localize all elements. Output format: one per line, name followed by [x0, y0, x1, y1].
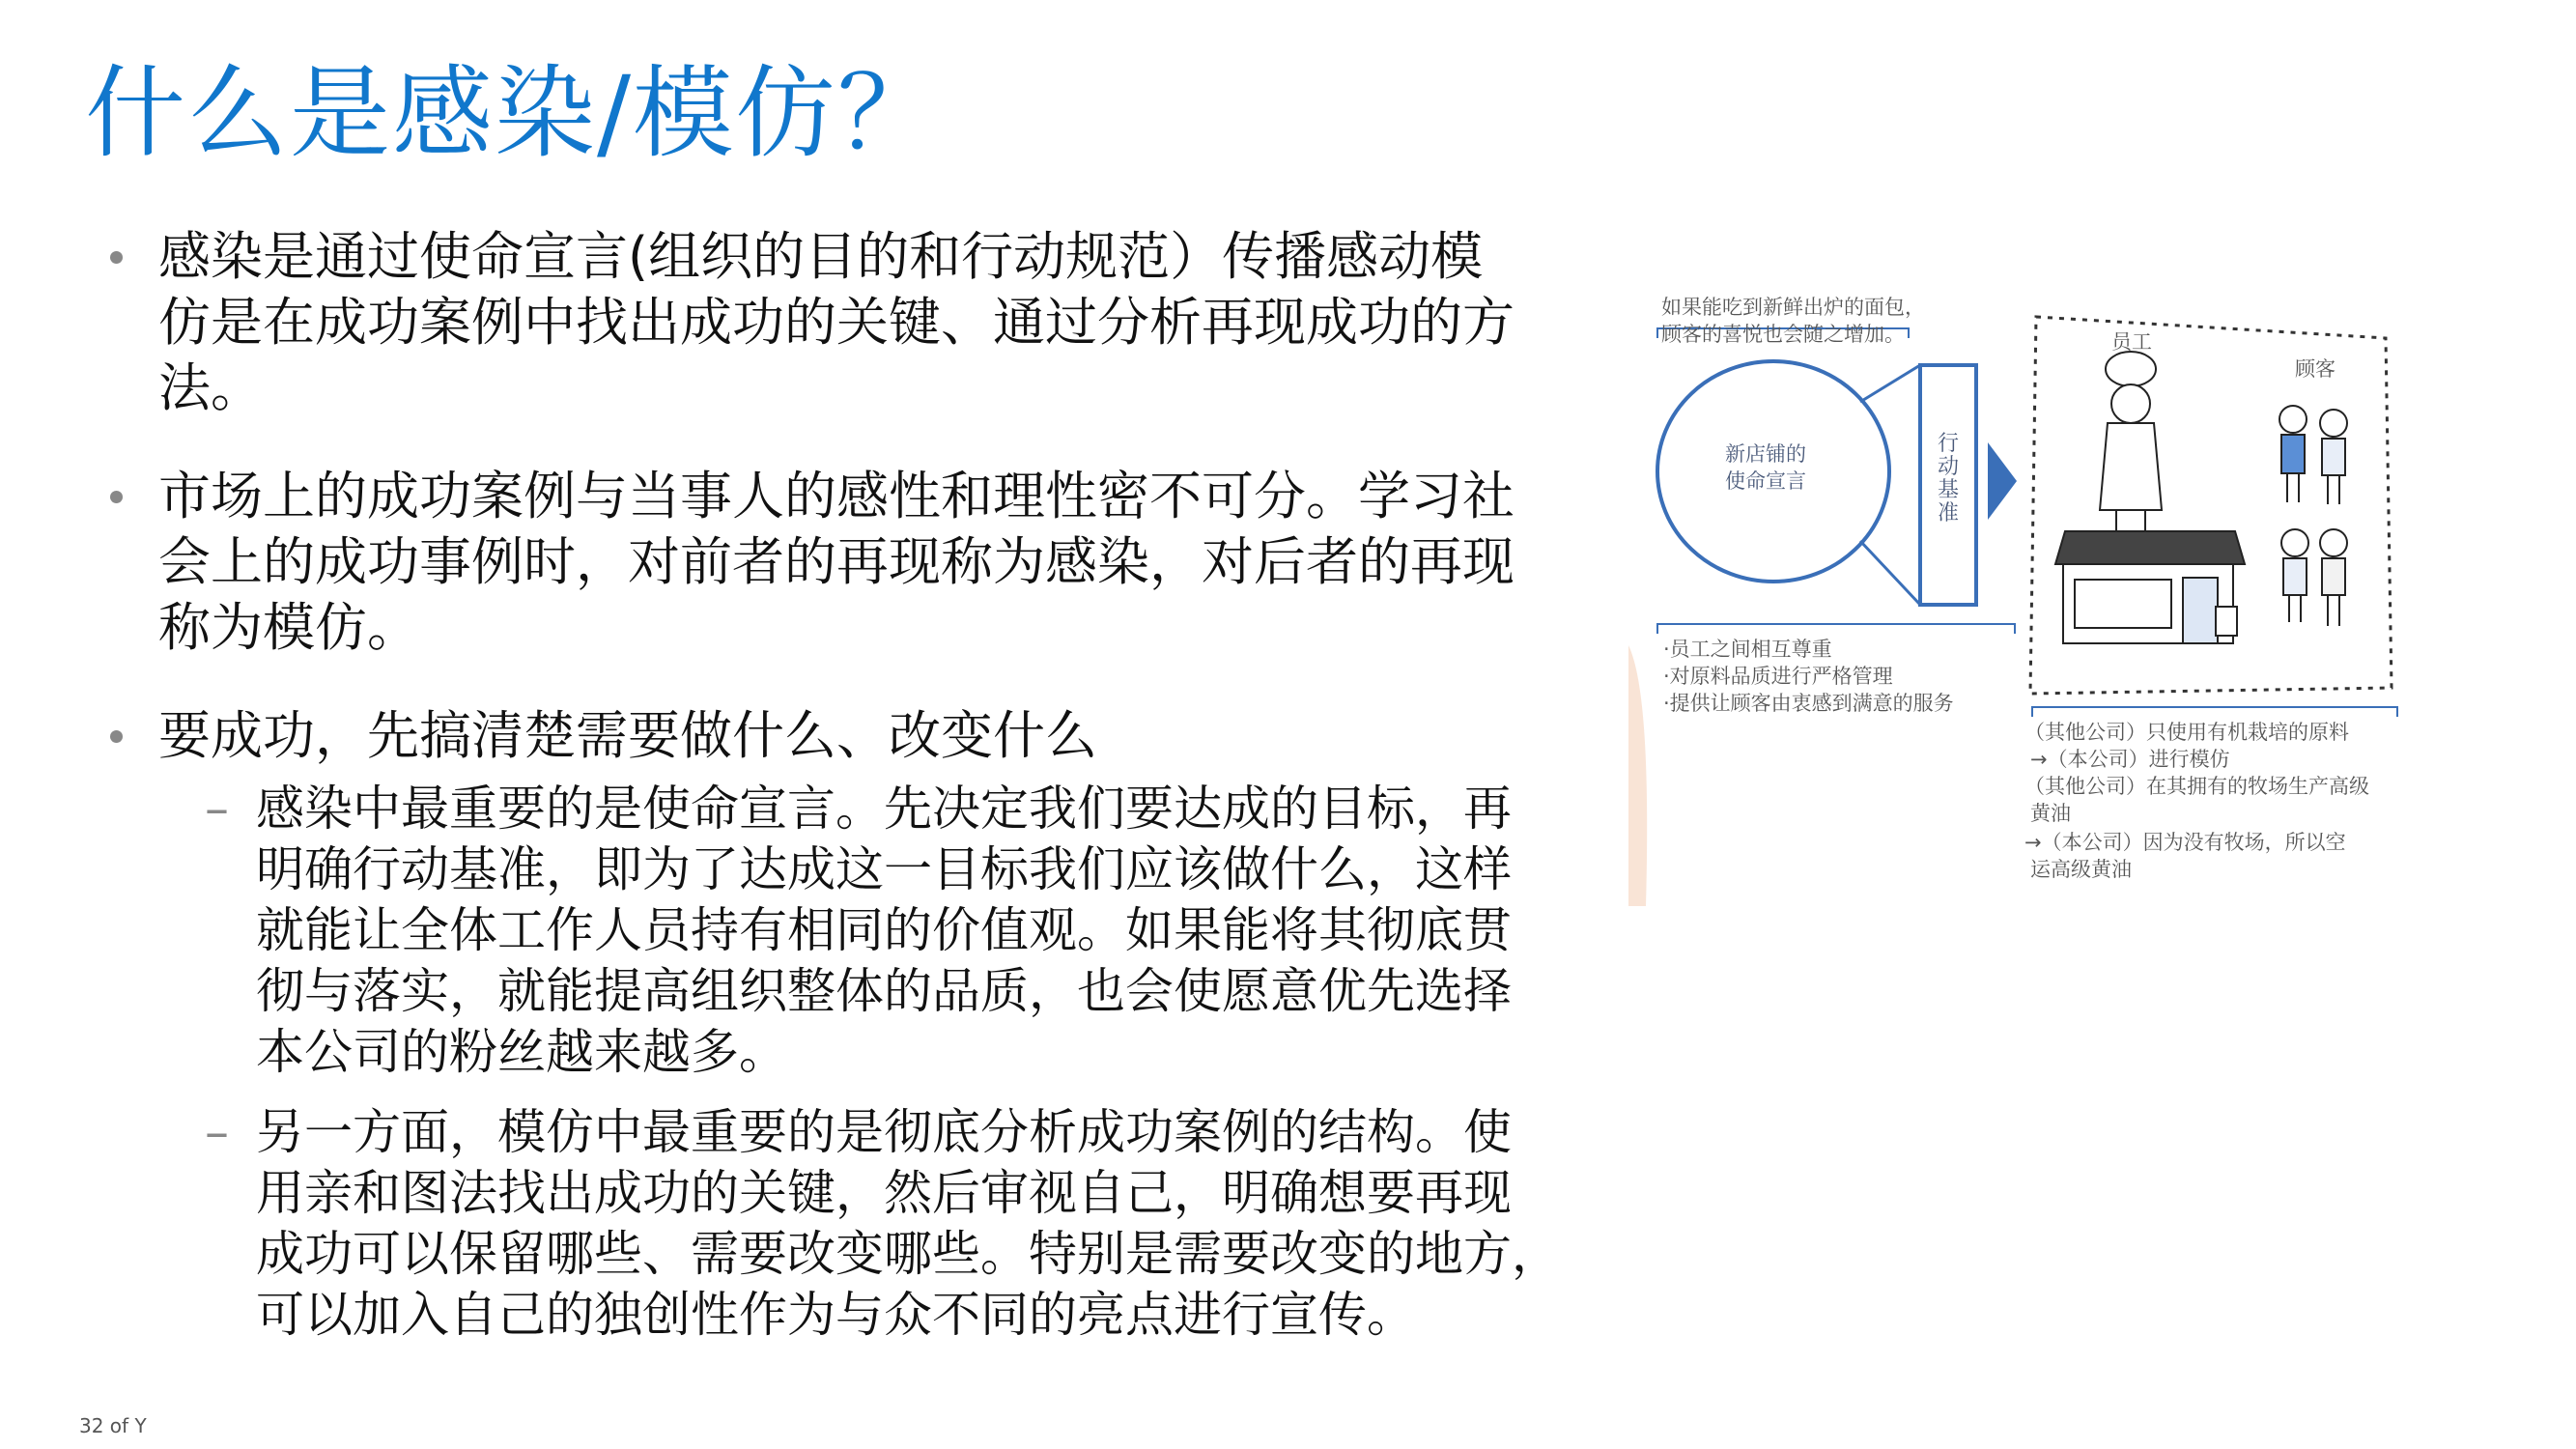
sub-bullet-line: 就能让全体工作人员持有相同的价值观。如果能将其彻底贯 [256, 902, 1512, 958]
illustration-figure [1628, 278, 2417, 908]
circle-label-line: 新店铺的 [1725, 442, 1806, 466]
bullet-item [97, 703, 1603, 1346]
bullet-item [97, 464, 1603, 661]
arrow-right-icon [1988, 442, 2017, 520]
page-title: 什么是感染/模仿？ [85, 54, 941, 172]
shop-building [2055, 531, 2245, 643]
connector-line [1860, 365, 1920, 402]
customer-figures [2279, 406, 2347, 504]
bullet-line: 要成功，先搞清楚需要做什么、改变什么 [158, 705, 1097, 766]
sub-bullet-item [97, 1102, 1603, 1346]
sub-bullet-dash: – [205, 1104, 229, 1160]
sub-bullet-line: 另一方面，模仿中最重要的是彻底分析成功案例的结构。使 [256, 1104, 1512, 1160]
sub-bullet-line: 可以加入自己的独创性作为与众不同的亮点进行宣传。 [256, 1287, 1415, 1343]
bottom-left-line: ·提供让顾客由衷感到满意的服务 [1663, 692, 1954, 715]
bullet-item [97, 224, 1603, 421]
bullet-line: 仿是在成功案例中找出成功的关键、通过分析再现成功的方 [158, 292, 1514, 353]
sub-bullet-line: 本公司的粉丝越来越多。 [256, 1024, 787, 1080]
bottom-right-line: （其他公司）在其拥有的牧场生产高级 [2024, 775, 2369, 798]
bottom-right-line: 运高级黄油 [2030, 858, 2132, 881]
bottom-right-line: 黄油 [2030, 802, 2071, 825]
vertical-label-char: 行 [1937, 432, 1959, 456]
sub-bullet-line: 明确行动基准，即为了达成这一目标我们应该做什么，这样 [256, 841, 1512, 897]
chef-figure [2100, 352, 2162, 531]
sub-bullet-line: 感染中最重要的是使命宣言。先决定我们要达成的目标，再 [256, 781, 1512, 837]
bottom-right-bracket [2032, 707, 2397, 717]
circle-label-line: 使命宣言 [1725, 469, 1806, 493]
customer-figures [2281, 529, 2347, 626]
slide-content [97, 224, 1603, 1365]
photo-edge-artifact [1628, 645, 1647, 906]
bullet-line: 称为模仿。 [158, 597, 419, 658]
bullet-line: 会上的成功事例时，对前者的再现称为感染，对后者的再现 [158, 531, 1514, 592]
bottom-left-line: ·对原料品质进行严格管理 [1663, 665, 1893, 688]
connector-line [1860, 541, 1920, 605]
sub-bullet-line: 用亲和图法找出成功的关键，然后审视自己，明确想要再现 [256, 1165, 1512, 1221]
page-number: 32 of Y [79, 1414, 147, 1437]
bottom-left-line: ·员工之间相互尊重 [1663, 638, 1832, 661]
bullet-dot [110, 730, 123, 743]
customer-label: 顾客 [2295, 357, 2335, 381]
top-note-line: 如果能吃到新鲜出炉的面包， [1661, 296, 1925, 319]
bullet-line: 感染是通过使命宣言(组织的目的和行动规范）传播感动模 [158, 226, 1484, 287]
staff-label: 员工 [2111, 330, 2152, 354]
vertical-label-char: 准 [1937, 501, 1959, 526]
sub-bullet-item [97, 779, 1603, 1083]
bottom-right-line: →（本公司）进行模仿 [2030, 748, 2230, 771]
top-note-line: 顾客的喜悦也会随之增加。 [1661, 323, 1905, 346]
bottom-bracket [1657, 624, 2015, 634]
bullet-line: 法。 [158, 357, 263, 418]
bottom-right-line: →（本公司）因为没有牧场，所以空 [2024, 831, 2346, 854]
bullet-line: 市场上的成功案例与当事人的感性和理性密不可分。学习社 [158, 466, 1514, 526]
bottom-right-line: （其他公司）只使用有机栽培的原料 [2024, 721, 2349, 744]
bullet-dot [110, 251, 123, 264]
vertical-label-char: 动 [1937, 455, 1959, 479]
sub-bullet-dash: – [205, 781, 229, 837]
vertical-label-char: 基 [1937, 478, 1959, 502]
bullet-dot [110, 491, 123, 503]
sub-bullet-line: 成功可以保留哪些、需要改变哪些。特别是需要改变的地方， [256, 1226, 1560, 1282]
sub-bullet-line: 彻与落实，就能提高组织整体的品质，也会使愿意优先选择 [256, 963, 1512, 1019]
